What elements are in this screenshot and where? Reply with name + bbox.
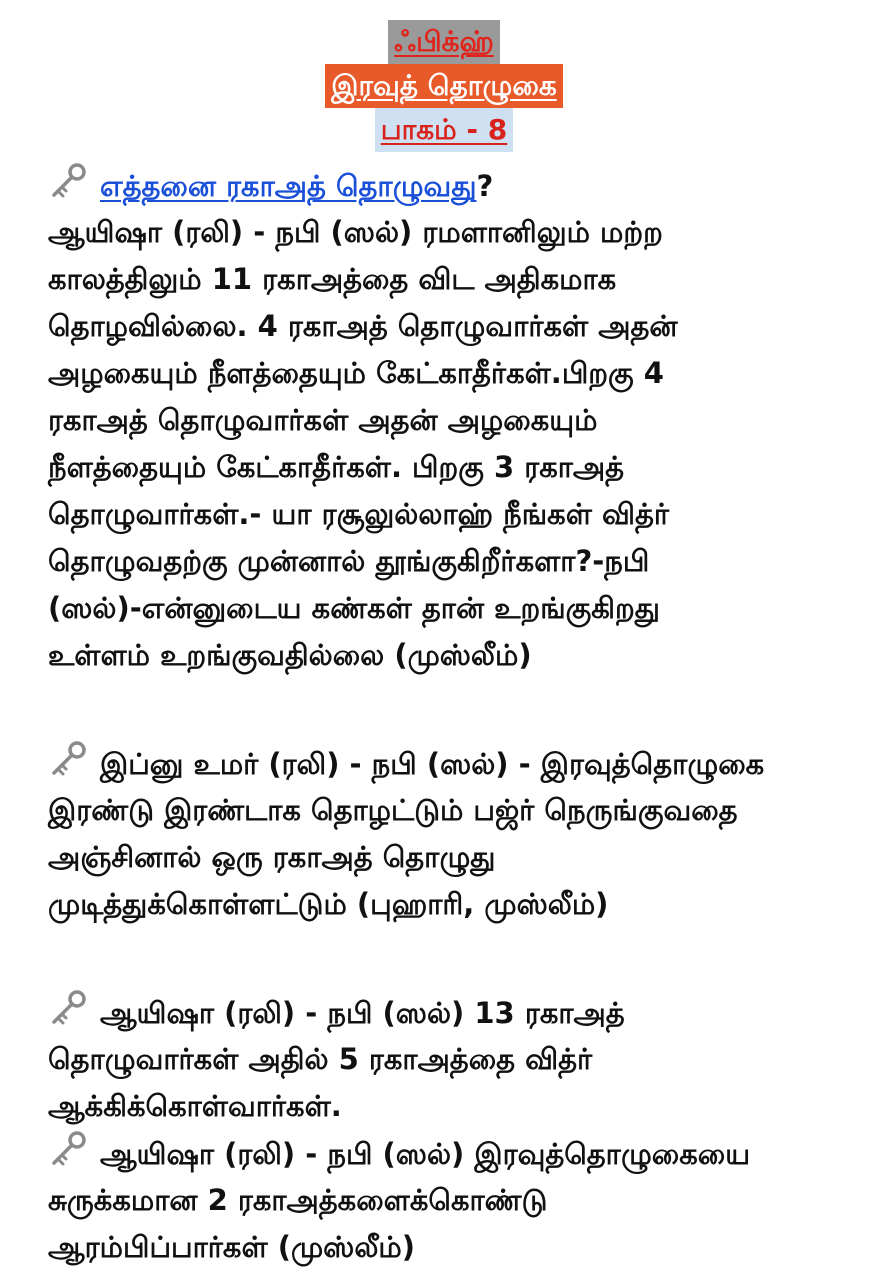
key-icon	[48, 740, 88, 780]
key-icon	[48, 1130, 88, 1170]
para1-line: அழகையும் நீளத்தையும் கேட்காதீர்கள்.பிறகு 4	[48, 356, 664, 390]
para2-line: அஞ்சினால் ஒரு ரகாஅத் தொழுது	[48, 840, 496, 874]
para4-line: ஆரம்பிப்பார்கள் (முஸ்லீம்)	[48, 1230, 416, 1264]
paragraph-gap	[48, 726, 848, 740]
para1-line: (ஸல்)-என்னுடைய கண்கள் தான் உறங்குகிறது	[48, 591, 660, 625]
key-icon	[48, 162, 88, 202]
para3-line: ஆக்கிக்கொள்வார்கள்.	[48, 1089, 342, 1123]
question-mark: ?	[476, 169, 494, 203]
para1-line: ரகாஅத் தொழுவார்கள் அதன் அழகையும்	[48, 403, 598, 437]
title-part: பாகம் - 8	[375, 108, 514, 152]
para4-line: சுருக்கமான 2 ரகாஅத்களைக்கொண்டு	[48, 1183, 548, 1217]
para4-line	[48, 1130, 848, 1177]
para2-line: இரண்டு இரண்டாக தொழட்டும் பஜ்ர் நெருங்குவதை	[48, 793, 738, 827]
para1-line: உள்ளம் உறங்குவதில்லை (முஸ்லீம்)	[48, 638, 532, 672]
para2-text: இப்னு உமர் (ரலி) - நபி (ஸல்) - இரவுத்தொழுகை	[100, 747, 765, 781]
header	[0, 20, 888, 152]
key-icon	[48, 989, 88, 1029]
article-body	[48, 162, 848, 1271]
title-line-3	[0, 108, 888, 152]
para3-line: தொழுவார்கள் அதில் 5 ரகாஅத்தை வித்ர்	[48, 1042, 593, 1076]
para2-line	[48, 740, 848, 787]
para2-line: முடித்துக்கொள்ளட்டும் (புஹாரி, முஸ்லீம்)	[48, 887, 609, 921]
paragraph-gap	[48, 679, 848, 726]
question-line	[48, 162, 848, 209]
para4-text: ஆயிஷா (ரலி) - நபி (ஸல்) இரவுத்தொழுகையை	[100, 1137, 751, 1171]
title-line-1	[0, 20, 888, 64]
para1-line: ஆயிஷா (ரலி) - நபி (ஸல்) ரமளானிலும் மற்ற	[48, 215, 663, 249]
paragraph-gap	[48, 928, 848, 975]
question-link[interactable]: எத்தனை ரகாஅத் தொழுவது	[100, 169, 477, 203]
title-night-prayer: இரவுத் தொழுகை	[325, 64, 562, 108]
para1-line: காலத்திலும் 11 ரகாஅத்தை விட அதிகமாக	[48, 262, 617, 296]
para1-line: தொழவில்லை. 4 ரகாஅத் தொழுவார்கள் அதன்	[48, 309, 678, 343]
para3-line	[48, 989, 848, 1036]
title-fiqh: ஃபிக்ஹ்	[388, 20, 500, 64]
para1-line: நீளத்தையும் கேட்காதீர்கள். பிறகு 3 ரகாஅத்	[48, 450, 625, 484]
para1-line: தொழுவார்கள்.- யா ரசூலுல்லாஹ் நீங்கள் வித்ர்	[48, 497, 670, 531]
paragraph-gap	[48, 975, 848, 989]
para1-line: தொழுவதற்கு முன்னால் தூங்குகிறீர்களா?-நபி	[48, 544, 650, 578]
para3-text: ஆயிஷா (ரலி) - நபி (ஸல்) 13 ரகாஅத்	[100, 996, 625, 1030]
title-line-2	[0, 64, 888, 108]
